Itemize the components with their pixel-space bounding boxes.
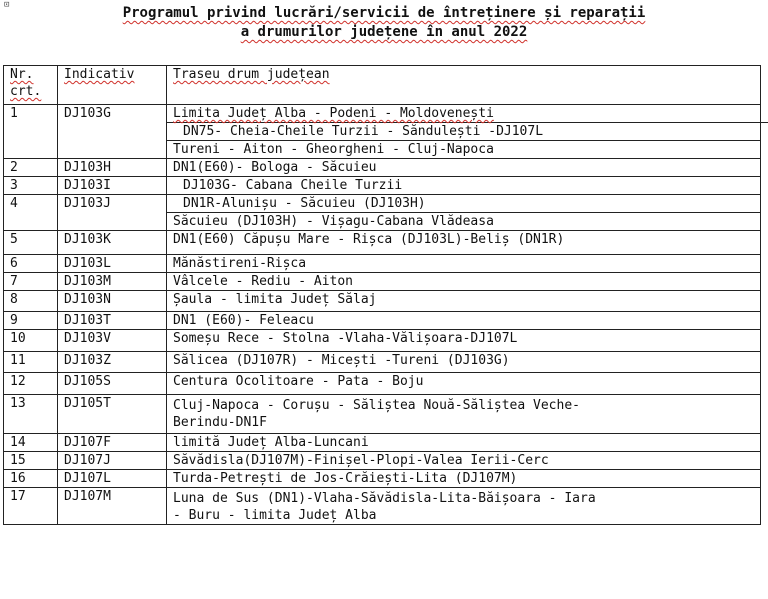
title-line-1: Programul privind lucrări/servicii de întreținere și reparații — [122, 5, 646, 21]
table-row — [4, 195, 761, 231]
cell-indicativ: DJ107F — [58, 434, 167, 452]
header-nr: Nr. crt. — [4, 66, 58, 105]
header-traseu: Traseu drum județean — [167, 66, 761, 105]
cell-indicativ: DJ103H — [58, 159, 167, 177]
route-segment: DN1 (E60)- Feleacu — [173, 313, 314, 328]
route-segment: Săcuieu (DJ103H) - Vișagu-Cabana Vlădeasa — [167, 212, 760, 230]
cell-traseu — [167, 434, 761, 452]
cell-nr: 14 — [4, 434, 58, 452]
route-segment: Cluj-Napoca - Corușu - Săliștea Nouă-Săliștea Veche- — [173, 398, 580, 413]
roads-table — [3, 65, 761, 525]
cell-nr: 12 — [4, 373, 58, 395]
route-segment: Șaula - limita Județ Sălaj — [173, 292, 377, 307]
table-row — [4, 434, 761, 452]
cell-nr: 4 — [4, 195, 58, 231]
table-anchor-marker: ⊡ — [4, 0, 10, 10]
table-row — [4, 488, 761, 525]
cell-indicativ: DJ103I — [58, 177, 167, 195]
route-segment: Sălicea (DJ107R) - Micești -Tureni (DJ103G) — [173, 353, 510, 368]
cell-nr: 13 — [4, 395, 58, 434]
cell-indicativ: DJ107J — [58, 452, 167, 470]
header-indicativ: Indicativ — [58, 66, 167, 105]
cell-nr: 15 — [4, 452, 58, 470]
table-row — [4, 177, 761, 195]
route-segment: Tureni - Aiton - Gheorgheni - Cluj-Napoca — [167, 140, 760, 158]
route-segment: Luna de Sus (DN1)-Vlaha-Săvădisla-Lita-Băișoara - Iara — [173, 491, 596, 506]
route-segment: Someșu Rece - Stolna -Vlaha-Vălișoara-DJ107L — [173, 331, 518, 346]
cell-nr: 17 — [4, 488, 58, 525]
route-segment: DJ103G- Cabana Cheile Turzii — [183, 178, 403, 193]
cell-traseu — [167, 352, 761, 373]
cell-traseu — [167, 470, 761, 488]
table-row — [4, 470, 761, 488]
cell-nr: 1 — [4, 105, 58, 159]
cell-nr: 9 — [4, 312, 58, 330]
cell-traseu — [167, 255, 761, 273]
table-row — [4, 105, 761, 159]
cell-nr: 11 — [4, 352, 58, 373]
cell-traseu — [167, 488, 761, 525]
route-segment: DN1(E60) Căpușu Mare - Rișca (DJ103L)-Beliș (DN1R) — [173, 232, 565, 247]
route-segment: - Buru - limita Județ Alba — [173, 508, 377, 523]
table-row — [4, 395, 761, 434]
route-segment: DN1(E60)- Bologa - Săcuieu — [173, 160, 377, 175]
cell-traseu — [167, 330, 761, 352]
route-segment: Turda-Petrești de Jos-Crăiești-Lita (DJ107M) — [173, 471, 518, 486]
route-segment: DN75- Cheia-Cheile Turzii - Săndulești -DJ107L — [167, 122, 768, 140]
table-row — [4, 291, 761, 312]
cell-indicativ: DJ105S — [58, 373, 167, 395]
table-row — [4, 352, 761, 373]
cell-nr: 8 — [4, 291, 58, 312]
cell-indicativ: DJ103J — [58, 195, 167, 231]
cell-nr: 16 — [4, 470, 58, 488]
table-row — [4, 452, 761, 470]
cell-indicativ: DJ103M — [58, 273, 167, 291]
table-row — [4, 373, 761, 395]
cell-indicativ: DJ103K — [58, 231, 167, 255]
cell-nr: 10 — [4, 330, 58, 352]
route-segment: Berindu-DN1F — [173, 415, 267, 430]
cell-traseu — [167, 312, 761, 330]
table-header-row — [4, 66, 761, 105]
cell-indicativ: DJ103N — [58, 291, 167, 312]
cell-traseu — [167, 105, 761, 159]
table-row — [4, 159, 761, 177]
table-row — [4, 255, 761, 273]
cell-nr: 7 — [4, 273, 58, 291]
table-row — [4, 330, 761, 352]
cell-traseu — [167, 195, 761, 231]
cell-traseu — [167, 452, 761, 470]
cell-indicativ: DJ103G — [58, 105, 167, 159]
cell-traseu — [167, 177, 761, 195]
cell-nr: 2 — [4, 159, 58, 177]
route-segment: Mănăstireni-Rișca — [173, 256, 307, 271]
title-line-2: a drumurilor județene în anul 2022 — [240, 24, 528, 40]
cell-indicativ: DJ103L — [58, 255, 167, 273]
cell-traseu — [167, 159, 761, 177]
cell-traseu — [167, 231, 761, 255]
cell-traseu — [167, 395, 761, 434]
cell-nr: 6 — [4, 255, 58, 273]
cell-traseu — [167, 273, 761, 291]
cell-indicativ: DJ103V — [58, 330, 167, 352]
route-segment: Centura Ocolitoare - Pata - Boju — [173, 374, 424, 389]
table-row — [4, 231, 761, 255]
table-row — [4, 312, 761, 330]
table-row — [4, 273, 761, 291]
route-segment: Săvădisla(DJ107M)-Finișel-Plopi-Valea Ierii-Cerc — [173, 453, 549, 468]
cell-traseu — [167, 291, 761, 312]
route-segment: DN1R-Alunișu - Săcuieu (DJ103H) — [183, 196, 426, 211]
cell-indicativ: DJ107L — [58, 470, 167, 488]
route-segment: Vâlcele - Rediu - Aiton — [173, 274, 354, 289]
cell-indicativ: DJ107M — [58, 488, 167, 525]
route-segment: Limita Județ Alba - Podeni - Moldovenești — [173, 106, 494, 121]
cell-nr: 5 — [4, 231, 58, 255]
route-segment: limită Județ Alba-Luncani — [173, 435, 369, 450]
page-title — [0, 4, 768, 42]
cell-indicativ: DJ105T — [58, 395, 167, 434]
cell-indicativ: DJ103T — [58, 312, 167, 330]
cell-indicativ: DJ103Z — [58, 352, 167, 373]
cell-nr: 3 — [4, 177, 58, 195]
cell-traseu — [167, 373, 761, 395]
